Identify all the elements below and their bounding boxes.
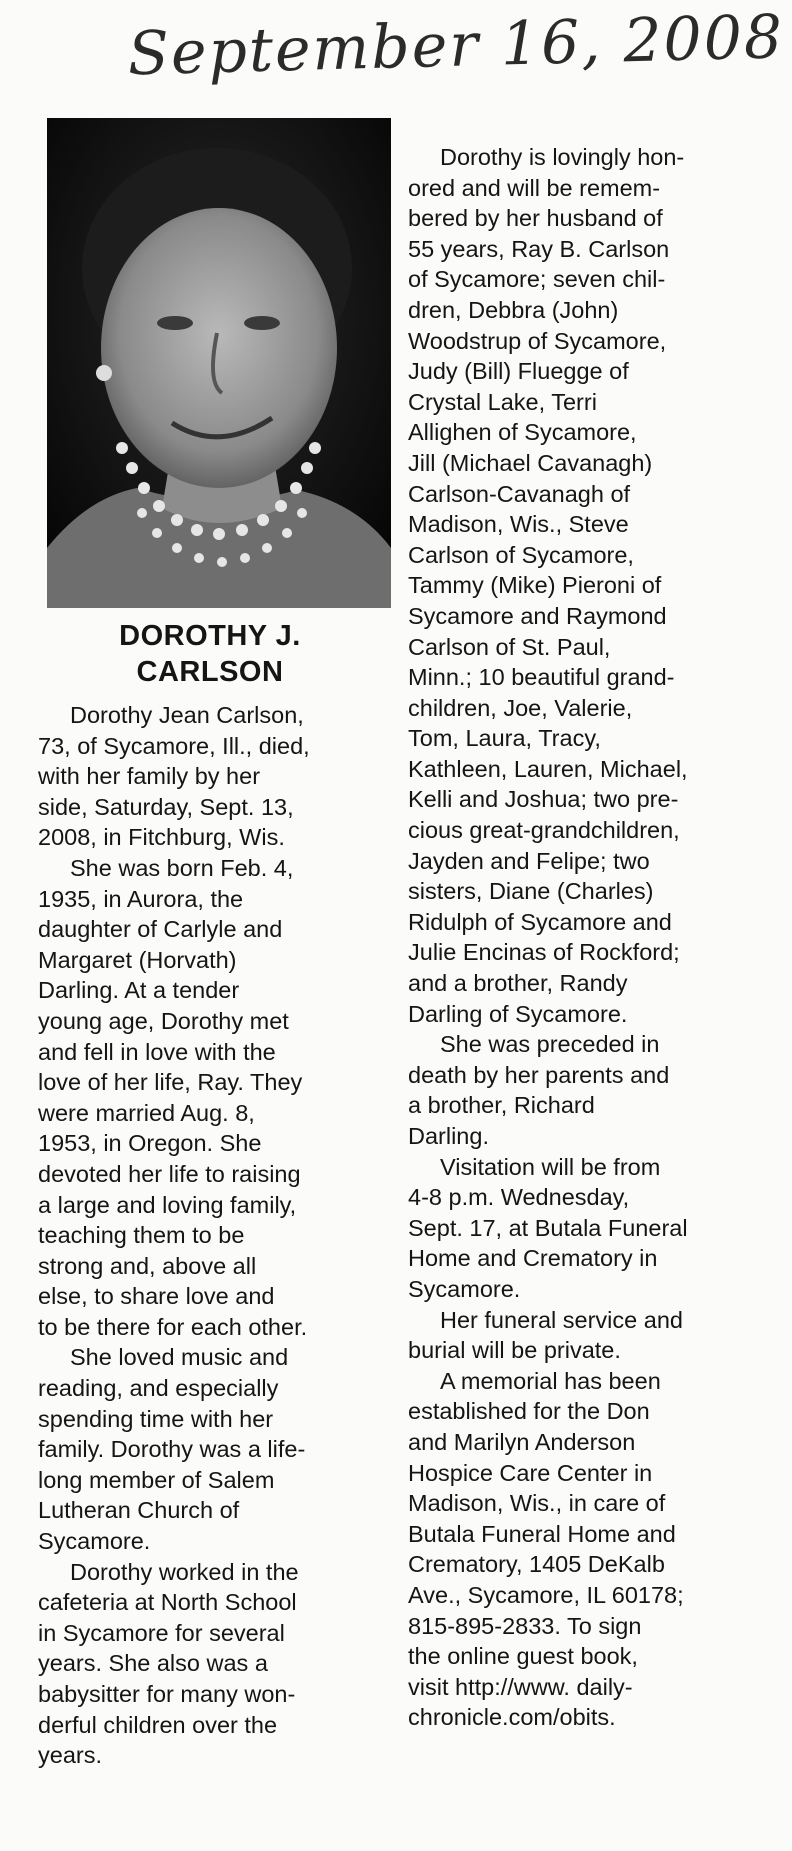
text-line: Dorothy is lovingly hon- bbox=[440, 144, 685, 170]
text-line: children, Joe, Valerie, bbox=[408, 694, 633, 721]
text-line: reading, and especially bbox=[38, 1375, 279, 1402]
text-line: in Sycamore for several bbox=[38, 1619, 285, 1646]
paragraph bbox=[408, 1366, 784, 1733]
text-line: Woodstrup of Sycamore, bbox=[408, 327, 667, 354]
text-line: Ave., Sycamore, IL 60178; bbox=[408, 1581, 684, 1608]
text-line: daughter of Carlyle and bbox=[38, 916, 283, 943]
text-line: Jill (Michael Cavanagh) bbox=[408, 449, 653, 476]
text-line: the online guest book, bbox=[408, 1643, 638, 1670]
text-line: Judy (Bill) Fluegge of bbox=[408, 358, 629, 385]
text-line: Carlson of Sycamore, bbox=[408, 541, 634, 568]
paragraph bbox=[408, 1152, 784, 1305]
text-line: Lutheran Church of bbox=[38, 1497, 240, 1524]
text-line: She was preceded in bbox=[440, 1031, 660, 1058]
text-line: Crystal Lake, Terri bbox=[408, 388, 597, 415]
text-line: Sycamore. bbox=[38, 1528, 151, 1555]
text-line: young age, Dorothy met bbox=[38, 1007, 289, 1034]
text-line: 55 years, Ray B. Carlson bbox=[408, 235, 670, 262]
text-line: Hospice Care Center in bbox=[408, 1459, 653, 1486]
text-line: established for the Don bbox=[408, 1398, 650, 1425]
text-line: a large and loving family, bbox=[38, 1191, 297, 1218]
text-line: Sycamore. bbox=[408, 1275, 521, 1302]
text-line: Tom, Laura, Tracy, bbox=[408, 725, 601, 752]
text-line: cious great-grandchildren, bbox=[408, 817, 680, 844]
text-line: Darling of Sycamore. bbox=[408, 1000, 628, 1027]
paragraph bbox=[408, 142, 784, 1029]
text-line: Carlson-Cavanagh of bbox=[408, 480, 631, 507]
text-line: ored and will be remem- bbox=[408, 174, 661, 201]
text-line: with her family by her bbox=[38, 763, 261, 790]
text-line: years. bbox=[38, 1742, 102, 1769]
text-line: Kelli and Joshua; two pre- bbox=[408, 786, 679, 813]
text-line: Sept. 17, at Butala Funeral bbox=[408, 1214, 688, 1241]
paragraph bbox=[408, 1029, 784, 1151]
text-line: Darling. bbox=[408, 1123, 489, 1149]
text-line: Butala Funeral Home and bbox=[408, 1520, 676, 1547]
text-line: and fell in love with the bbox=[38, 1038, 276, 1065]
text-line: teaching them to be bbox=[38, 1222, 245, 1249]
text-line: 815-895-2833. To sign bbox=[408, 1612, 642, 1639]
text-line: death by her parents and bbox=[408, 1061, 670, 1088]
text-line: babysitter for many won- bbox=[38, 1681, 296, 1707]
text-line: Kathleen, Lauren, Michael, bbox=[408, 755, 688, 782]
right-column bbox=[408, 142, 784, 1733]
text-line: Crematory, 1405 DeKalb bbox=[408, 1551, 665, 1578]
text-line: visit http://www. daily- bbox=[408, 1673, 633, 1700]
text-line: derful children over the bbox=[38, 1711, 278, 1738]
text-line: Sycamore and Raymond bbox=[408, 602, 667, 629]
text-line: to be there for each other. bbox=[38, 1313, 308, 1340]
text-line: A memorial has been bbox=[440, 1367, 661, 1394]
paragraph bbox=[38, 853, 390, 1343]
text-line: and a brother, Randy bbox=[408, 970, 628, 997]
headline-line: DOROTHY J. bbox=[119, 620, 301, 652]
text-line: long member of Salem bbox=[38, 1466, 275, 1493]
text-line: She loved music and bbox=[70, 1344, 289, 1371]
text-line: and Marilyn Anderson bbox=[408, 1428, 636, 1455]
text-line: Ridulph of Sycamore and bbox=[408, 908, 672, 935]
paragraph bbox=[38, 1342, 390, 1556]
text-line: She was born Feb. 4, bbox=[70, 854, 294, 881]
text-line: side, Saturday, Sept. 13, bbox=[38, 793, 294, 820]
text-line: Dorothy Jean Carlson, bbox=[70, 702, 304, 728]
text-line: dren, Debbra (John) bbox=[408, 296, 619, 323]
text-line: Darling. At a tender bbox=[38, 977, 240, 1004]
text-line: spending time with her bbox=[38, 1405, 274, 1432]
text-line: love of her life, Ray. They bbox=[38, 1069, 303, 1096]
text-line: devoted her life to raising bbox=[38, 1160, 301, 1187]
text-line: 1953, in Oregon. She bbox=[38, 1130, 262, 1157]
text-line: years. She also was a bbox=[38, 1650, 268, 1677]
text-line: Madison, Wis., in care of bbox=[408, 1490, 666, 1517]
text-line: a brother, Richard bbox=[408, 1092, 595, 1119]
text-line: Carlson of St. Paul, bbox=[408, 633, 611, 660]
text-line: bered by her husband of bbox=[408, 205, 663, 232]
text-line: sisters, Diane (Charles) bbox=[408, 878, 654, 905]
text-line: family. Dorothy was a life- bbox=[38, 1436, 306, 1463]
text-line: Margaret (Horvath) bbox=[38, 946, 237, 973]
text-line: else, to share love and bbox=[38, 1283, 275, 1310]
text-line: 4-8 p.m. Wednesday, bbox=[408, 1184, 630, 1211]
text-line: Her funeral service and bbox=[440, 1306, 683, 1333]
text-line: Minn.; 10 beautiful grand- bbox=[408, 664, 675, 691]
text-line: strong and, above all bbox=[38, 1252, 257, 1279]
portrait-photo bbox=[47, 118, 391, 608]
text-line: 2008, in Fitchburg, Wis. bbox=[38, 824, 285, 851]
text-line: chronicle.com/obits. bbox=[408, 1704, 616, 1731]
text-line: cafeteria at North School bbox=[38, 1589, 297, 1616]
text-line: Madison, Wis., Steve bbox=[408, 511, 629, 538]
text-line: were married Aug. 8, bbox=[38, 1099, 255, 1126]
text-line: Home and Crematory in bbox=[408, 1245, 658, 1272]
handwritten-date: September 16, 2008 bbox=[126, 2, 785, 90]
obituary-headline bbox=[40, 618, 380, 690]
paragraph bbox=[38, 1557, 390, 1771]
text-line: of Sycamore; seven chil- bbox=[408, 266, 666, 293]
text-line: 73, of Sycamore, Ill., died, bbox=[38, 732, 310, 759]
text-line: Allighen of Sycamore, bbox=[408, 419, 637, 446]
text-line: Julie Encinas of Rockford; bbox=[408, 939, 680, 966]
text-line: Dorothy worked in the bbox=[70, 1558, 299, 1585]
headline-line: CARLSON bbox=[136, 656, 284, 688]
paragraph bbox=[38, 700, 390, 853]
text-line: Visitation will be from bbox=[440, 1153, 661, 1180]
text-line: 1935, in Aurora, the bbox=[38, 885, 244, 912]
text-line: burial will be private. bbox=[408, 1337, 621, 1364]
left-column bbox=[38, 700, 390, 1771]
text-line: Jayden and Felipe; two bbox=[408, 847, 650, 874]
text-line: Tammy (Mike) Pieroni of bbox=[408, 572, 662, 599]
paragraph bbox=[408, 1305, 784, 1366]
